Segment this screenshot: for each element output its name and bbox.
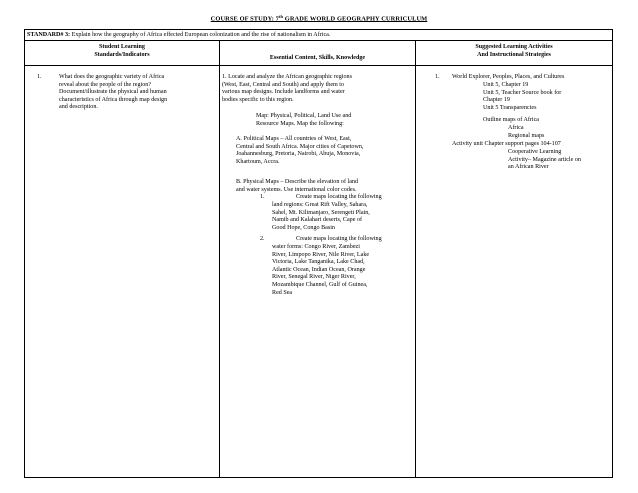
content-line: Namib and Kalahari deserts, Cape of bbox=[272, 217, 363, 224]
activities-first: World Explorer, Peoples, Places, and Cultures bbox=[452, 74, 565, 80]
cooperative-learning bbox=[508, 149, 581, 172]
content-line: Sahel, Mt. Kilimanjaro, Serengeti Plain, bbox=[272, 209, 370, 216]
physical-maps bbox=[236, 179, 358, 194]
content-line: Map: Physical, Political, Land Use and bbox=[256, 113, 352, 119]
course-title bbox=[0, 14, 638, 22]
item2-text bbox=[272, 244, 369, 297]
content-line: bodies specific to this region. bbox=[222, 96, 294, 103]
item1-number: 1. bbox=[260, 194, 265, 200]
political-maps bbox=[236, 136, 363, 166]
activities-line: Africa bbox=[508, 125, 524, 131]
content-intro bbox=[222, 74, 352, 104]
activities-line: Unit 5, Teacher Source book for bbox=[483, 89, 562, 96]
item1-text bbox=[272, 202, 370, 232]
indicator-line: What does the geographic variety of Africa bbox=[59, 74, 165, 80]
activities-number: 1. bbox=[435, 74, 440, 80]
content-line: and water systems. Use international color codes. bbox=[236, 186, 357, 193]
indicator-line: and description. bbox=[59, 104, 98, 111]
standards-column-header bbox=[25, 44, 219, 59]
content-line: Resource Maps. Map the following: bbox=[256, 120, 344, 127]
outline-maps: Outline maps of Africa bbox=[483, 117, 540, 123]
course-title-suffix: GRADE WORLD GEOGRAPHY CURRICULUM bbox=[283, 15, 428, 23]
content-line: Khartoum, Accra. bbox=[236, 158, 280, 165]
standards-header-line-2: Standards/Indicators bbox=[94, 51, 150, 58]
content-line: 1. Locate and analyze the African geographic regions bbox=[222, 74, 352, 80]
unit-resources bbox=[483, 82, 561, 112]
content-line: Good Hope, Congo Basin bbox=[272, 224, 335, 231]
activities-line: Chapter 19 bbox=[483, 97, 510, 104]
curriculum-table bbox=[24, 29, 613, 478]
activities-line: an African River bbox=[508, 164, 549, 171]
content-line: (West, East, Central and South) and apply them to bbox=[222, 81, 345, 88]
content-line: River, Limpopo River, Nile River, Lake bbox=[272, 251, 370, 258]
indicator-line: characteristics of Africa through map design bbox=[59, 96, 168, 103]
header-divider bbox=[220, 65, 415, 66]
content-line: River, Senegal River, Niger River, bbox=[272, 274, 356, 281]
standards-column bbox=[25, 41, 220, 477]
activity-unit: Activity unit Chapter support pages 104-107 bbox=[452, 141, 561, 147]
item1-first-line: Create maps locating the following bbox=[296, 194, 382, 200]
activities-line: Unit 5, Chapter 19 bbox=[483, 82, 529, 88]
content-column bbox=[220, 41, 416, 477]
activities-line: Unit 5 Transparencies bbox=[483, 104, 537, 111]
activities-column bbox=[416, 41, 612, 477]
content-line: Red Sea bbox=[272, 289, 293, 296]
content-line: various map designs. Include landforms and water bbox=[222, 89, 345, 96]
content-line: water forms: Congo River, Zambezi bbox=[272, 244, 360, 250]
indicator-line: Document/illustrate the physical and human bbox=[59, 89, 167, 96]
content-line: Mozambique Channel, Gulf of Guinea, bbox=[272, 281, 368, 288]
activities-line: Regional maps bbox=[508, 132, 545, 139]
activities-line: Cooperative Learning bbox=[508, 149, 562, 155]
standards-header-line-1: Student Learning bbox=[99, 44, 145, 50]
activities-column-header bbox=[416, 44, 612, 59]
course-title-sup: th bbox=[278, 14, 284, 19]
content-line: land regions: Great Rift Valley, Sahara, bbox=[272, 202, 368, 208]
content-line: B. Physical Maps – Describe the elevation of land bbox=[236, 179, 359, 185]
item2-number: 2. bbox=[260, 236, 265, 242]
item2-first-line: Create maps locating the following bbox=[296, 236, 382, 242]
map-note bbox=[256, 113, 351, 128]
course-title-prefix: COURSE OF STUDY: 7 bbox=[210, 15, 279, 23]
activities-header-line-1: Suggested Learning Activities bbox=[475, 44, 553, 50]
content-line: Joahannesburg, Pretoria, Nairobi, Abuja, Monovia, bbox=[236, 151, 361, 158]
indicator-text bbox=[59, 74, 167, 112]
content-line: Victoria, Lake Tanganika, Lake Chad, bbox=[272, 259, 365, 266]
content-line: Central and South Africa. Major cities of Capetown, bbox=[236, 143, 364, 150]
content-line: Atlantic Ocean, Indian Ocean, Orange bbox=[272, 266, 366, 273]
header-divider bbox=[416, 65, 612, 66]
standard-row bbox=[25, 30, 612, 41]
standard-text: Explain how the geography of Africa effected European colonization and the rise of nationalism in Africa. bbox=[71, 32, 331, 38]
indicator-line: reveal about the people of the region? bbox=[59, 81, 152, 88]
content-line: A. Political Maps – All countries of West, East, bbox=[236, 136, 352, 142]
standard-label: STANDARD# 3: bbox=[27, 32, 71, 38]
indicator-number: 1. bbox=[37, 74, 42, 80]
header-divider bbox=[25, 65, 219, 66]
activities-line: Activity– Magazine article on bbox=[508, 156, 581, 163]
activities-header-line-2: And Instructional Strategies bbox=[477, 51, 551, 58]
outline-items bbox=[508, 125, 544, 140]
content-column-header: Essential Content, Skills, Knowledge bbox=[269, 55, 366, 61]
